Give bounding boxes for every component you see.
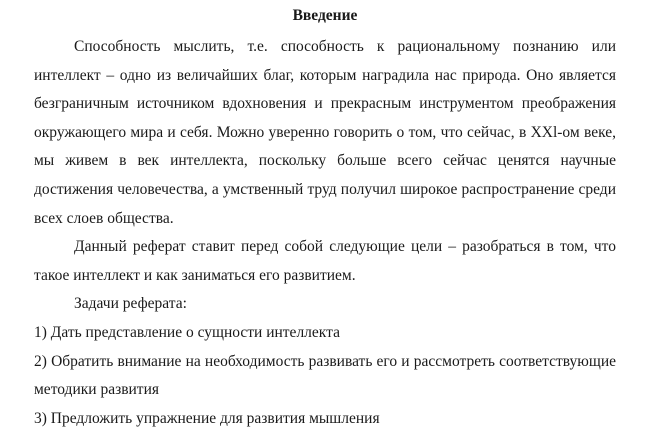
goals-paragraph: Данный реферат ставит перед собой следующие цели – разобраться в том, что такое интеллект и как заниматься его развитием. — [34, 238, 616, 284]
task-item-2: 2) Обратить внимание на необходимость развивать его и рассмотреть соответствующие методики развития — [34, 352, 616, 399]
intro-paragraph: Способность мыслить, т.е. способность к рациональному познанию или интеллект – одно из величайших благ, которым наградила нас природа. Оно является безграничным источником вдохновения и прекрасным инструментом преображения окружающего мира и себя. Можно уверенно говорить о том, что сейчас, в XXl-ом веке, мы живем в век интеллекта, поскольку больше всего сейчас ценятся научные достижения человечества, а умственный труд получил широкое распространение среди всех слоев общества. — [34, 38, 616, 227]
document-title: Введение — [292, 7, 358, 24]
tasks-heading: Задачи реферата: — [74, 295, 187, 313]
task-item-1: 1) Дать представление о сущности интеллекта — [34, 323, 340, 341]
task-item-3: 3) Предложить упражнение для развития мышления — [34, 409, 380, 427]
